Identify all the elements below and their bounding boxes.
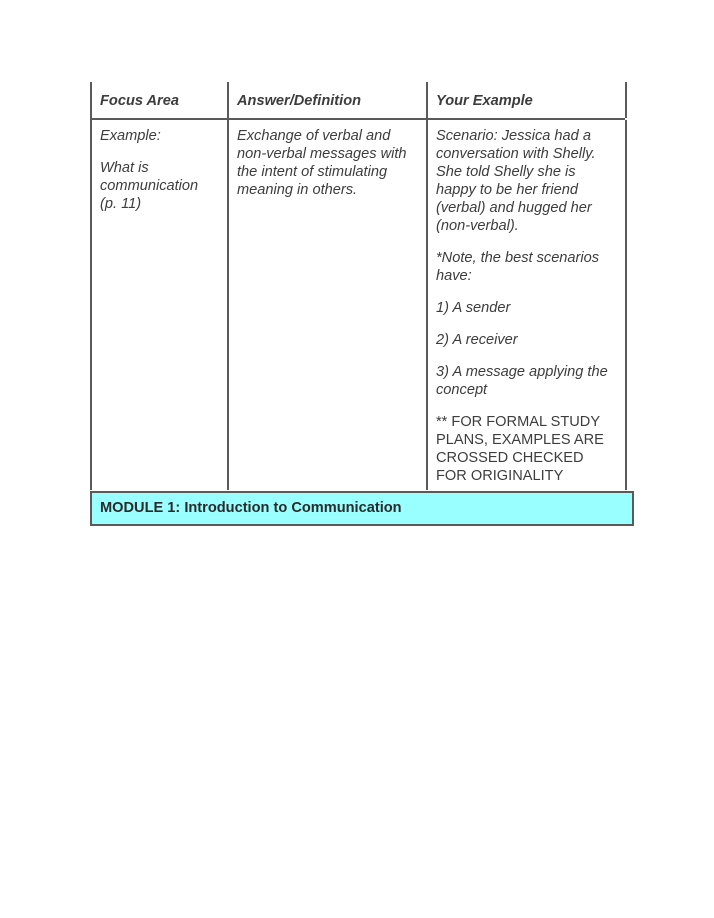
- header-answer-definition: Answer/Definition: [229, 82, 428, 118]
- formal-study-note: ** FOR FORMAL STUDY PLANS, EXAMPLES ARE CROSSED CHECKED FOR ORIGINALITY: [436, 414, 604, 484]
- header-focus-area: Focus Area: [92, 82, 229, 118]
- header-your-example: Your Example: [428, 82, 627, 118]
- focus-area-question: What is communication (p. 11): [100, 160, 199, 212]
- example-scenario: Scenario: Jessica had a conversation with Shelly. She told Shelly she is happy to be her friend (verbal) and hugged her (non-verbal).: [436, 128, 596, 234]
- table-header-row: [90, 82, 625, 120]
- definition-text: Exchange of verbal and non-verbal messages with the intent of stimulating meaning in others.: [237, 128, 407, 198]
- example-cell: [428, 120, 627, 490]
- definition-cell: [229, 120, 428, 490]
- study-plan-table: [90, 82, 625, 490]
- table-row: [90, 120, 625, 490]
- module-title-bar: MODULE 1: Introduction to Communication: [90, 491, 634, 526]
- example-point-sender: 1) A sender: [436, 300, 511, 316]
- example-note: *Note, the best scenarios have:: [436, 250, 600, 284]
- example-point-receiver: 2) A receiver: [436, 332, 518, 348]
- focus-area-label: Example:: [100, 128, 161, 144]
- focus-area-cell: [92, 120, 229, 490]
- example-point-message: 3) A message applying the concept: [436, 364, 608, 398]
